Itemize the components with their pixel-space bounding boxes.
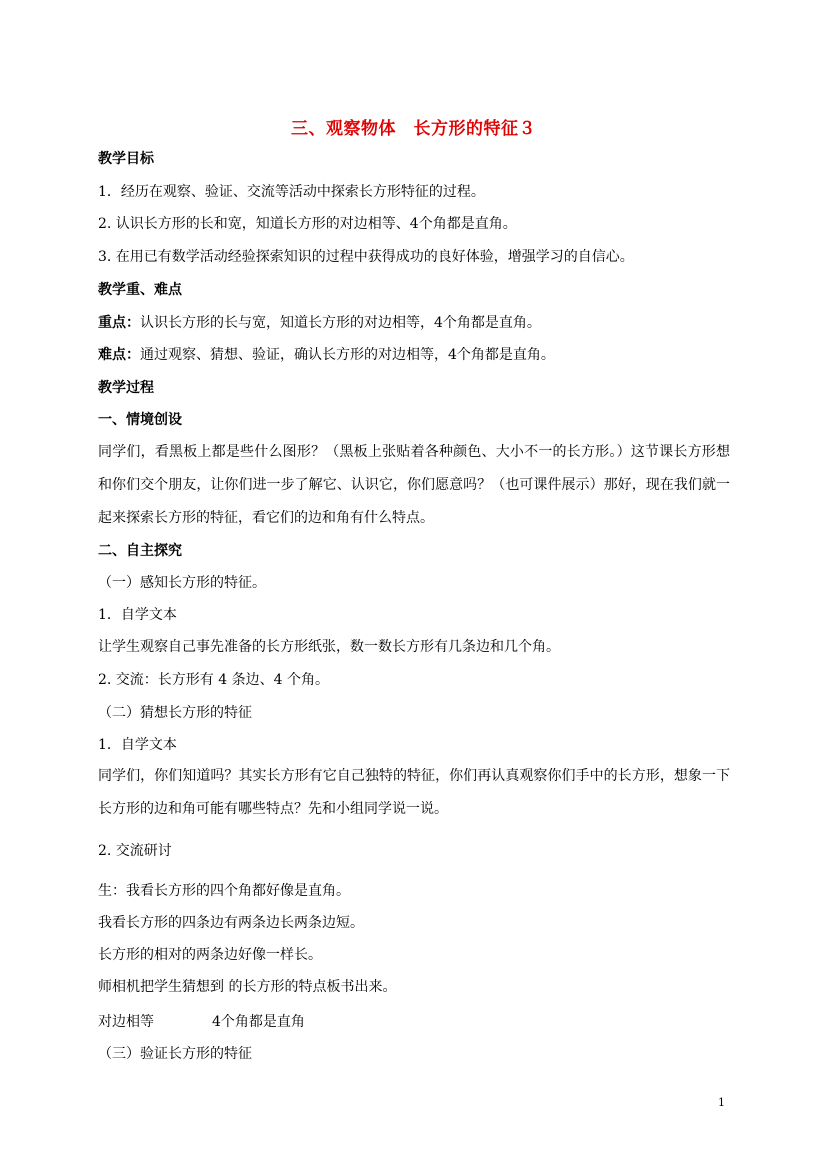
board-note-1: 对边相等 — [98, 1014, 154, 1030]
subsection-1-step-1-text: 让学生观察自己事先准备的长方形纸张，数一数长方形有几条边和几个角。 — [98, 639, 560, 655]
goal-1: 1．经历在观察、验证、交流等活动中探索长方形特征的过程。 — [98, 184, 485, 200]
subsection-2-step-1-text: 同学们，你们知道吗？其实长方形有它自己独特的特征，你们再认真观察你们手中的长方形，想象一下长方形的边和角可能有哪些特点？先和小组同学说一说。 — [98, 768, 730, 817]
goal-3: 3. 在用已有数学活动经验探索知识的过程中获得成功的良好体验，增强学习的自信心。 — [98, 249, 634, 265]
subsection-1-step-2: 2. 交流：长方形有 4 条边、4 个角。 — [98, 672, 329, 688]
part-2-heading: 二、自主探究 — [98, 543, 182, 559]
goal-2: 2. 认识长方形的长和宽，知道长方形的对边相等、4个角都是直角。 — [98, 216, 517, 232]
difficulty-label: 难点： — [98, 347, 140, 363]
student-response-2: 我看长方形的四条边有两条边长两条边短。 — [98, 915, 364, 931]
key-point-text: 认识长方形的长与宽，知道长方形的对边相等，4个角都是直角。 — [140, 315, 541, 331]
subsection-1-heading: （一）感知长方形的特征。 — [98, 575, 266, 591]
key-point-line — [98, 312, 738, 334]
subsection-1-step-1: 1．自学文本 — [98, 607, 177, 623]
document-title: 三、观察物体 长方形的特征３ — [291, 119, 536, 139]
difficulty-line — [98, 344, 738, 366]
subsection-2-step-2: 2. 交流研讨 — [98, 843, 172, 859]
part-1-heading: 一、情境创设 — [98, 412, 182, 428]
key-points-heading: 教学重、难点 — [98, 282, 182, 298]
difficulty-text: 通过观察、猜想、验证，确认长方形的对边相等，4个角都是直角。 — [140, 347, 555, 363]
subsection-2-step-1: 1．自学文本 — [98, 737, 177, 753]
subsection-3-heading: （三）验证长方形的特征 — [98, 1046, 252, 1062]
board-notes — [98, 1011, 738, 1033]
student-response-1: 生：我看长方形的四个角都好像是直角。 — [98, 883, 350, 899]
subsection-2-heading: （二）猜想长方形的特征 — [98, 705, 252, 721]
page-number: 1 — [718, 1096, 725, 1109]
process-heading: 教学过程 — [98, 380, 154, 396]
student-response-3: 长方形的相对的两条边好像一样长。 — [98, 947, 322, 963]
goals-heading: 教学目标 — [98, 151, 154, 167]
key-point-label: 重点： — [98, 315, 140, 331]
teacher-note: 师相机把学生猜想到 的长方形的特点板书出来。 — [98, 979, 397, 995]
part-1-paragraph: 同学们，看黑板上都是些什么图形？（黑板上张贴着各种颜色、大小不一的长方形。）这节课长方形想和你们交个朋友，让你们进一步了解它、认识它，你们愿意吗？（也可课件展示）那好，现在我们就一起来探索长方形的特征，看它们的边和角有什么特点。 — [98, 444, 730, 526]
board-note-2: 4个角都是直角 — [212, 1014, 305, 1030]
